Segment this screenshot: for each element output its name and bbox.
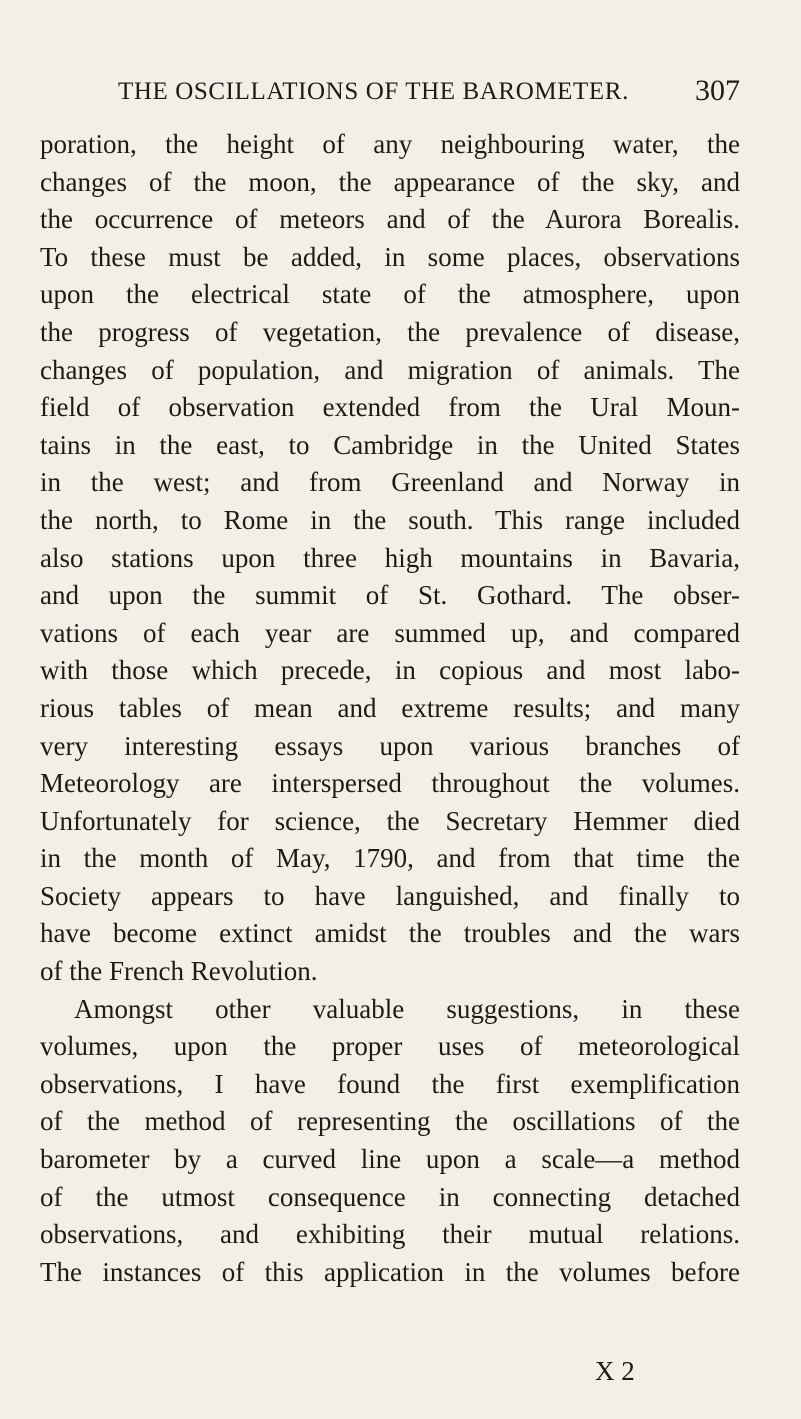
running-head: [118, 74, 740, 112]
text-line: Unfortunately for science, the Secretary Hemmer died: [40, 805, 740, 836]
text-line: observations, I have found the first exemplification: [40, 1068, 740, 1099]
text-line: the north, to Rome in the south. This range included: [40, 504, 740, 535]
text-line: upon the electrical state of the atmosphere, upon: [40, 279, 740, 310]
text-line: with those which precede, in copious and most labo-: [40, 655, 740, 686]
text-line: in the month of May, 1790, and from that time the: [40, 843, 740, 874]
text-line: poration, the height of any neighbouring water, the: [40, 129, 740, 159]
text-line: the progress of vegetation, the prevalence of disease,: [40, 316, 740, 347]
text-line: The instances of this application in the volumes before: [40, 1256, 740, 1287]
text-line: rious tables of mean and extreme results; and many: [40, 692, 740, 723]
text-line: barometer by a curved line upon a scale—a method: [40, 1144, 740, 1175]
body-text: [40, 126, 740, 1291]
text-line: field of observation extended from the Ural Moun-: [40, 392, 740, 423]
text-line: tains in the east, to Cambridge in the United States: [40, 429, 740, 460]
text-line: volumes, upon the proper uses of meteorological: [40, 1031, 740, 1062]
text-line: very interesting essays upon various branches of: [40, 730, 740, 761]
paragraph-end-line: of the French Revolution.: [40, 956, 318, 987]
text-line: changes of population, and migration of animals. The: [40, 354, 740, 385]
text-line: Society appears to have languished, and finally to: [40, 880, 740, 911]
text-line: vations of each year are summed up, and compared: [40, 617, 740, 648]
text-line: of the utmost consequence in connecting detached: [40, 1181, 740, 1212]
text-line: To these must be added, in some places, observations: [40, 241, 740, 272]
paragraph-start-line: Amongst other valuable suggestions, in these: [74, 993, 740, 1024]
text-line: also stations upon three high mountains in Bavaria,: [40, 542, 740, 573]
text-line: observations, and exhibiting their mutual relations.: [40, 1219, 740, 1250]
text-line: in the west; and from Greenland and Norway in: [40, 467, 740, 498]
running-title: THE OSCILLATIONS OF THE BAROMETER.: [118, 78, 629, 105]
text-line: of the method of representing the oscillations of the: [40, 1106, 740, 1137]
page-number: 307: [695, 74, 740, 107]
text-line: and upon the summit of St. Gothard. The obser-: [40, 580, 740, 611]
text-line: have become extinct amidst the troubles and the wars: [40, 918, 740, 949]
signature-mark: X 2: [595, 1356, 635, 1386]
text-line: Meteorology are interspersed throughout the volumes.: [40, 768, 740, 799]
text-line: changes of the moon, the appearance of the sky, and: [40, 166, 740, 197]
text-line: the occurrence of meteors and of the Aurora Borealis.: [40, 204, 740, 235]
